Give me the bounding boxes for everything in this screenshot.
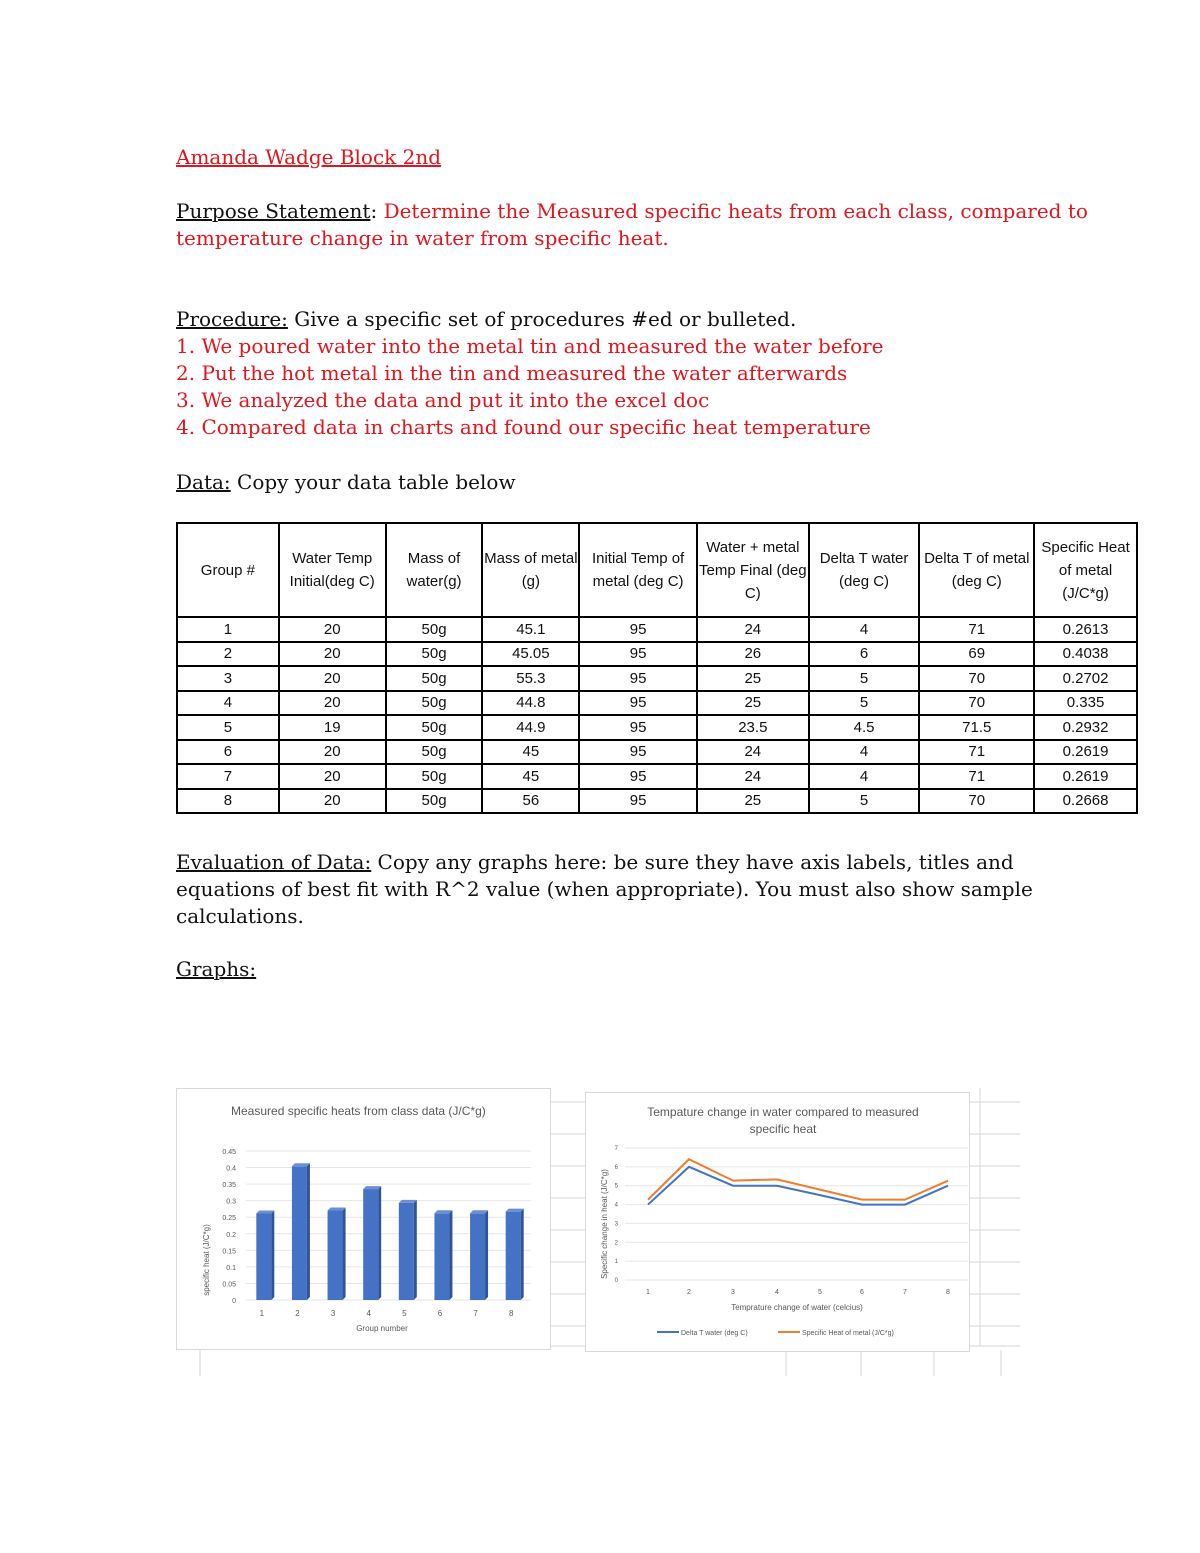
chart1-bar-side <box>378 1186 381 1300</box>
chart1-bar <box>506 1212 521 1300</box>
chart1-x-tick-label: 5 <box>402 1309 407 1318</box>
table-cell: 23.5 <box>697 715 809 740</box>
chart1-title: Measured specific heats from class data (J/C*g) <box>231 1104 486 1118</box>
table-cell: 50g <box>386 617 483 642</box>
procedure-step-2: 2. Put the hot metal in the tin and measured the water afterwards <box>176 361 848 385</box>
chart1-y-tick-label: 0.3 <box>226 1198 236 1206</box>
header-delta-t-metal: Delta T of metal (deg C) <box>919 523 1034 617</box>
chart1-bar-side <box>414 1200 417 1300</box>
table-cell: 20 <box>279 666 386 691</box>
chart1-y-tick-label: 0.2 <box>226 1231 236 1239</box>
chart2-x-tick-label: 3 <box>731 1289 735 1296</box>
chart1-bar <box>328 1211 343 1300</box>
table-cell: 45 <box>482 740 579 765</box>
header-delta-t-water: Delta T water (deg C) <box>809 523 920 617</box>
table-cell: 24 <box>697 617 809 642</box>
chart1-y-tick-label: 0.45 <box>222 1149 236 1156</box>
purpose-text-1: Determine the Measured specific heats from each class, compared to <box>383 199 1088 223</box>
chart1-x-tick-label: 4 <box>366 1309 371 1318</box>
table-cell: 95 <box>579 789 697 814</box>
table-cell: 45.05 <box>482 642 579 667</box>
header-mass-metal: Mass of metal (g) <box>482 523 579 617</box>
procedure-step-4: 4. Compared data in charts and found our specific heat temperature <box>176 415 871 439</box>
table-cell: 7 <box>177 764 279 789</box>
table-cell: 0.2619 <box>1034 764 1137 789</box>
chart2-x-tick-label: 1 <box>646 1289 650 1296</box>
table-cell: 4 <box>809 764 920 789</box>
table-cell: 50g <box>386 764 483 789</box>
chart2-x-axis-label: Temprature change of water (celcius) <box>731 1303 863 1312</box>
table-cell: 45.1 <box>482 617 579 642</box>
chart1-bar-top <box>256 1210 274 1213</box>
chart1-bar-side <box>271 1210 274 1300</box>
table-cell: 1 <box>177 617 279 642</box>
header-group: Group # <box>177 523 279 617</box>
table-cell: 70 <box>919 789 1034 814</box>
chart1-bar-side <box>449 1210 452 1300</box>
header-water-temp: Water Temp Initial(deg C) <box>279 523 386 617</box>
chart2-x-tick-label: 2 <box>687 1289 691 1296</box>
table-cell: 4 <box>177 691 279 716</box>
table-cell: 0.2619 <box>1034 740 1137 765</box>
chart1-bar-side <box>343 1208 346 1300</box>
table-cell: 50g <box>386 789 483 814</box>
bar-chart-specific-heats <box>176 1088 551 1350</box>
author-name: Amanda Wadge Block 2nd <box>176 145 442 169</box>
table-cell: 20 <box>279 642 386 667</box>
chart1-bar <box>292 1166 307 1300</box>
chart2-y-tick-label: 2 <box>614 1240 618 1247</box>
chart1-bar-top <box>470 1210 488 1213</box>
header-final-temp: Water + metal Temp Final (deg C) <box>697 523 809 617</box>
table-cell: 26 <box>697 642 809 667</box>
chart2-y-tick-label: 6 <box>614 1164 618 1171</box>
chart1-bar <box>399 1203 414 1300</box>
purpose-colon: : <box>370 199 384 223</box>
table-cell: 70 <box>919 691 1034 716</box>
table-cell: 20 <box>279 789 386 814</box>
table-cell: 25 <box>697 666 809 691</box>
chart1-bar-top <box>399 1200 417 1203</box>
table-cell: 55.3 <box>482 666 579 691</box>
chart1-y-tick-label: 0.4 <box>226 1165 236 1173</box>
table-cell: 95 <box>579 666 697 691</box>
chart1-bar-side <box>521 1209 524 1300</box>
chart1-y-tick-label: 0.05 <box>222 1281 236 1289</box>
chart1-bar <box>363 1189 378 1300</box>
table-cell: 19 <box>279 715 386 740</box>
table-cell: 4 <box>809 617 920 642</box>
chart2-x-tick-label: 5 <box>818 1289 822 1296</box>
chart1-x-tick-label: 2 <box>295 1309 300 1318</box>
chart2-y-tick-label: 5 <box>614 1183 618 1190</box>
table-cell: 95 <box>579 642 697 667</box>
procedure-step-1: 1. We poured water into the metal tin and measured the water before <box>176 334 884 358</box>
table-cell: 95 <box>579 764 697 789</box>
chart1-bar-top <box>292 1163 310 1166</box>
chart2-title-line-2: specific heat <box>749 1122 817 1136</box>
chart1-y-axis-label: specific heat (J/C*g) <box>202 1224 211 1296</box>
chart1-bar-top <box>363 1186 381 1189</box>
chart2-y-axis-label: Specific change in heat (J/C*g) <box>600 1169 609 1279</box>
header-mass-water: Mass of water(g) <box>386 523 483 617</box>
chart1-bar-top <box>506 1209 524 1212</box>
chart1-x-tick-label: 3 <box>330 1309 336 1318</box>
table-cell: 0.2668 <box>1034 789 1137 814</box>
table-cell: 95 <box>579 691 697 716</box>
chart2-y-tick-label: 1 <box>614 1259 618 1266</box>
chart1-x-axis-label: Group number <box>356 1324 408 1333</box>
table-cell: 45 <box>482 764 579 789</box>
table-cell: 6 <box>177 740 279 765</box>
chart1-bar <box>256 1213 271 1300</box>
line-chart-temp-change <box>585 1092 970 1352</box>
table-cell: 6 <box>809 642 920 667</box>
data-instruction: Copy your data table below <box>230 470 516 494</box>
table-cell: 24 <box>697 764 809 789</box>
table-cell: 50g <box>386 715 483 740</box>
table-cell: 0.4038 <box>1034 642 1137 667</box>
table-cell: 50g <box>386 666 483 691</box>
table-cell: 2 <box>177 642 279 667</box>
chart1-x-tick-label: 8 <box>508 1309 514 1318</box>
table-cell: 70 <box>919 666 1034 691</box>
table-cell: 50g <box>386 740 483 765</box>
chart2-x-tick-label: 4 <box>775 1289 779 1296</box>
table-cell: 71 <box>919 764 1034 789</box>
table-cell: 71.5 <box>919 715 1034 740</box>
header-specific-heat: Specific Heat of metal (J/C*g) <box>1034 523 1137 617</box>
evaluation-label: Evaluation of Data: <box>176 850 372 874</box>
evaluation-line-3: calculations. <box>176 904 304 928</box>
table-cell: 20 <box>279 764 386 789</box>
table-cell: 20 <box>279 617 386 642</box>
evaluation-line-2: equations of best fit with R^2 value (when appropriate). You must also show sample <box>176 877 1033 901</box>
table-cell: 5 <box>809 691 920 716</box>
chart1-y-tick-label: 0.15 <box>222 1248 236 1256</box>
chart2-x-tick-label: 6 <box>860 1289 864 1296</box>
table-cell: 0.2932 <box>1034 715 1137 740</box>
table-cell: 50g <box>386 691 483 716</box>
chart2-y-tick-label: 0 <box>614 1278 618 1284</box>
table-cell: 50g <box>386 642 483 667</box>
graphs-heading: Graphs: <box>176 957 257 981</box>
chart2-y-tick-label: 3 <box>614 1221 618 1228</box>
table-cell: 0.2613 <box>1034 617 1137 642</box>
chart2-legend-label: Specific Heat of metal (J/C*g) <box>802 1330 894 1337</box>
table-cell: 25 <box>697 691 809 716</box>
chart1-x-tick-label: 1 <box>259 1309 265 1318</box>
chart1-bar-side <box>307 1163 310 1300</box>
table-cell: 4.5 <box>809 715 920 740</box>
chart1-y-tick-label: 0 <box>232 1298 236 1305</box>
table-cell: 0.2702 <box>1034 666 1137 691</box>
table-cell: 8 <box>177 789 279 814</box>
procedure-step-3: 3. We analyzed the data and put it into the excel doc <box>176 388 710 412</box>
table-cell: 95 <box>579 617 697 642</box>
header-initial-temp-metal: Initial Temp of metal (deg C) <box>579 523 697 617</box>
chart2-title-line-1: Tempature change in water compared to measured <box>647 1105 919 1119</box>
chart1-y-tick-label: 0.35 <box>222 1182 236 1190</box>
chart2-y-tick-label: 7 <box>614 1146 618 1152</box>
table-cell: 4 <box>809 740 920 765</box>
chart1-y-tick-label: 0.1 <box>226 1264 236 1272</box>
chart1-bar <box>434 1213 449 1300</box>
chart1-bar <box>470 1213 485 1300</box>
chart2-legend-label: Delta T water (deg C) <box>681 1330 748 1337</box>
table-cell: 0.335 <box>1034 691 1137 716</box>
table-cell: 20 <box>279 740 386 765</box>
table-cell: 25 <box>697 789 809 814</box>
chart1-bar-side <box>485 1210 488 1300</box>
chart1-y-tick-label: 0.25 <box>222 1215 236 1223</box>
table-cell: 44.8 <box>482 691 579 716</box>
chart1-bar-top <box>328 1208 346 1211</box>
table-cell: 95 <box>579 740 697 765</box>
chart2-x-tick-label: 8 <box>946 1289 950 1296</box>
table-cell: 5 <box>809 666 920 691</box>
table-cell: 24 <box>697 740 809 765</box>
chart2-x-tick-label: 7 <box>903 1289 907 1296</box>
purpose-label: Purpose Statement <box>176 199 371 223</box>
data-label: Data: <box>176 470 231 494</box>
purpose-text-2: temperature change in water from specific heat. <box>176 226 669 250</box>
table-cell: 95 <box>579 715 697 740</box>
chart1-x-tick-label: 6 <box>437 1309 443 1318</box>
table-cell: 71 <box>919 617 1034 642</box>
table-cell: 5 <box>177 715 279 740</box>
table-cell: 3 <box>177 666 279 691</box>
table-cell: 20 <box>279 691 386 716</box>
chart1-bar-top <box>434 1210 452 1213</box>
chart2-y-tick-label: 4 <box>614 1202 618 1209</box>
table-cell: 44.9 <box>482 715 579 740</box>
procedure-instruction: Give a specific set of procedures #ed or bulleted. <box>287 307 797 331</box>
chart1-x-tick-label: 7 <box>473 1309 478 1318</box>
table-cell: 71 <box>919 740 1034 765</box>
evaluation-line-1: Copy any graphs here: be sure they have axis labels, titles and <box>371 850 1014 874</box>
table-cell: 69 <box>919 642 1034 667</box>
table-cell: 5 <box>809 789 920 814</box>
procedure-label: Procedure: <box>176 307 288 331</box>
table-cell: 56 <box>482 789 579 814</box>
